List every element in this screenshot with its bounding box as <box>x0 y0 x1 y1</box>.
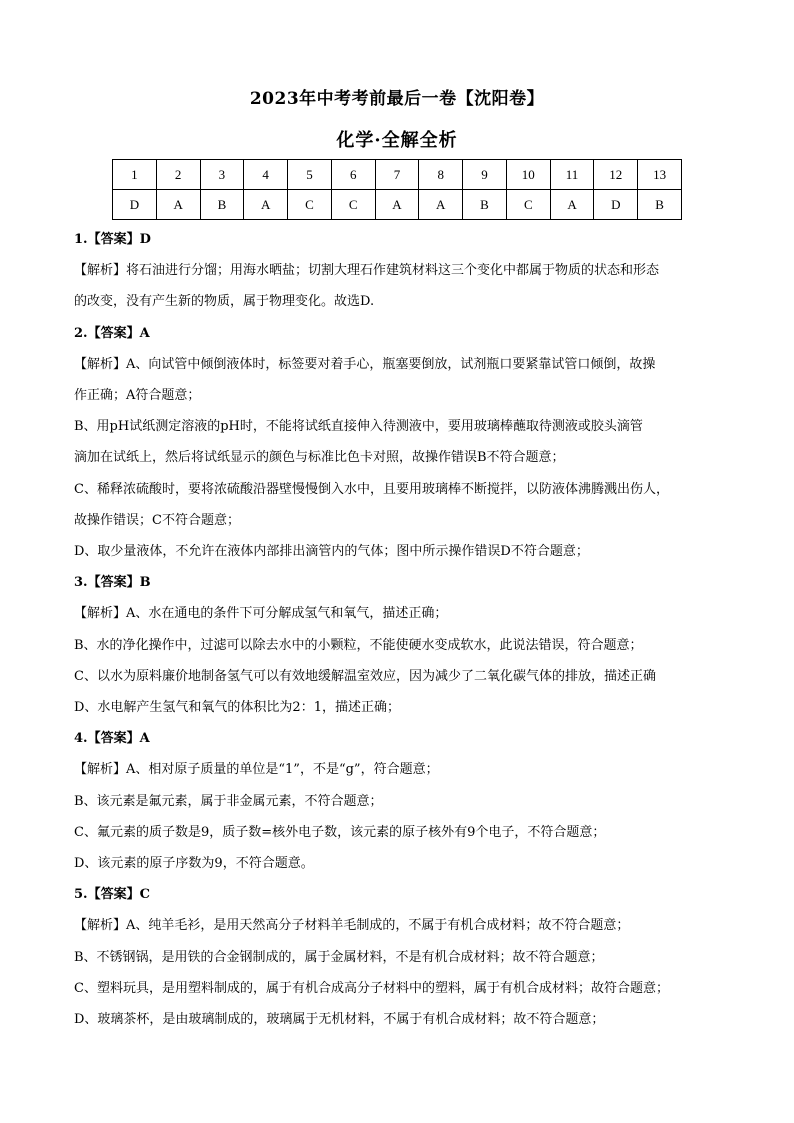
answer-cell: A <box>244 190 288 220</box>
answer-cell: C <box>506 190 550 220</box>
explanation-line: 【解析】A、相对原子质量的单位是“1”，不是“g”，符合题意； <box>74 762 439 778</box>
answer-cell: A <box>550 190 594 220</box>
explanation-line: D、该元素的原子序数为9，不符合题意。 <box>74 856 314 872</box>
explanation-line: C、以水为原料廉价地制备氢气可以有效地缓解温室效应，因为减少了二氧化碳气体的排放，描述正确 <box>74 668 656 684</box>
document-subtitle: 化学·全解全析 <box>336 130 458 151</box>
answer-heading: 1.【答案】D <box>74 232 151 247</box>
explanation-line: B、不锈钢锅，是用铁的合金钢制成的，属于金属材料，不是有机合成材料；故不符合题意； <box>74 949 604 965</box>
answer-cell: A <box>419 190 463 220</box>
question-number-cell: 3 <box>200 160 244 190</box>
explanation-line: 滴加在试纸上，然后将试纸显示的颜色与标准比色卡对照，故操作错误B不符合题意； <box>74 450 565 466</box>
answer-cell: B <box>463 190 507 220</box>
explanation-body <box>74 224 724 1035</box>
question-number-cell: 1 <box>113 160 157 190</box>
explanation-line: C、稀释浓硫酸时，要将浓硫酸沿器壁慢慢倒入水中，且要用玻璃棒不断搅拌，以防液体沸腾溅出伤人， <box>74 481 669 497</box>
question-number-cell: 10 <box>506 160 550 190</box>
answer-cell: D <box>113 190 157 220</box>
document-title: 2023年中考考前最后一卷【沈阳卷】 <box>249 89 545 109</box>
explanation-line: B、水的净化操作中，过滤可以除去水中的小颗粒，不能使硬水变成软水，此说法错误，符合题意； <box>74 637 643 653</box>
explanation-line: 【解析】将石油进行分馏；用海水晒盐；切割大理石作建筑材料这三个变化中都属于物质的状态和形态 <box>74 263 660 279</box>
question-number-cell: 7 <box>375 160 419 190</box>
explanation-line: D、取少量液体，不允许在液体内部排出滴管内的气体；图中所示操作错误D不符合题意； <box>74 544 589 560</box>
question-number-cell: 9 <box>463 160 507 190</box>
question-number-cell: 13 <box>638 160 682 190</box>
answer-table-answer-row <box>113 190 682 220</box>
answer-heading: 4.【答案】A <box>74 731 150 747</box>
question-number-cell: 8 <box>419 160 463 190</box>
answer-cell: B <box>200 190 244 220</box>
explanation-line: B、该元素是氟元素，属于非金属元素，不符合题意； <box>74 793 383 809</box>
answer-cell: D <box>594 190 638 220</box>
question-number-cell: 6 <box>331 160 375 190</box>
explanation-line: 的改变，没有产生新的物质，属于物理变化。故选D. <box>74 294 375 310</box>
explanation-line: C、氟元素的质子数是9，质子数=核外电子数，该元素的原子核外有9个电子，不符合题意； <box>74 824 606 840</box>
answer-heading: 3.【答案】B <box>74 575 151 591</box>
explanation-line: D、玻璃茶杯，是由玻璃制成的，玻璃属于无机材料，不属于有机合成材料；故不符合题意； <box>74 1012 605 1028</box>
answer-cell: C <box>288 190 332 220</box>
question-number-cell: 11 <box>550 160 594 190</box>
explanation-line: C、塑料玩具，是用塑料制成的，属于有机合成高分子材料中的塑料，属于有机合成材料；故符合题意； <box>74 980 669 996</box>
explanation-line: B、用pH试纸测定溶液的pH时，不能将试纸直接伸入待测液中，要用玻璃棒蘸取待测液或胶头滴管 <box>74 419 643 435</box>
answer-heading: 5.【答案】C <box>74 887 150 903</box>
answer-table-number-row <box>113 160 682 190</box>
answer-cell: A <box>375 190 419 220</box>
explanation-line: 故操作错误；C不符合题意； <box>74 512 240 528</box>
question-number-cell: 4 <box>244 160 288 190</box>
answer-heading: 2.【答案】A <box>74 325 150 341</box>
question-number-cell: 5 <box>288 160 332 190</box>
explanation-line: 【解析】A、纯羊毛衫，是用天然高分子材料羊毛制成的，不属于有机合成材料；故不符合题意； <box>74 918 630 934</box>
question-number-cell: 12 <box>594 160 638 190</box>
explanation-line: 作正确；A符合题意； <box>74 388 201 404</box>
answer-cell: A <box>156 190 200 220</box>
answer-cell: B <box>638 190 682 220</box>
explanation-line: 【解析】A、向试管中倾倒液体时，标签要对着手心，瓶塞要倒放，试剂瓶口要紧靠试管口倾倒，故操 <box>74 356 656 372</box>
explanation-line: D、水电解产生氢气和氧气的体积比为2：1，描述正确； <box>74 700 400 716</box>
answer-cell: C <box>331 190 375 220</box>
question-number-cell: 2 <box>156 160 200 190</box>
explanation-line: 【解析】A、水在通电的条件下可分解成氢气和氧气，描述正确； <box>74 606 448 622</box>
answer-table <box>112 159 682 220</box>
